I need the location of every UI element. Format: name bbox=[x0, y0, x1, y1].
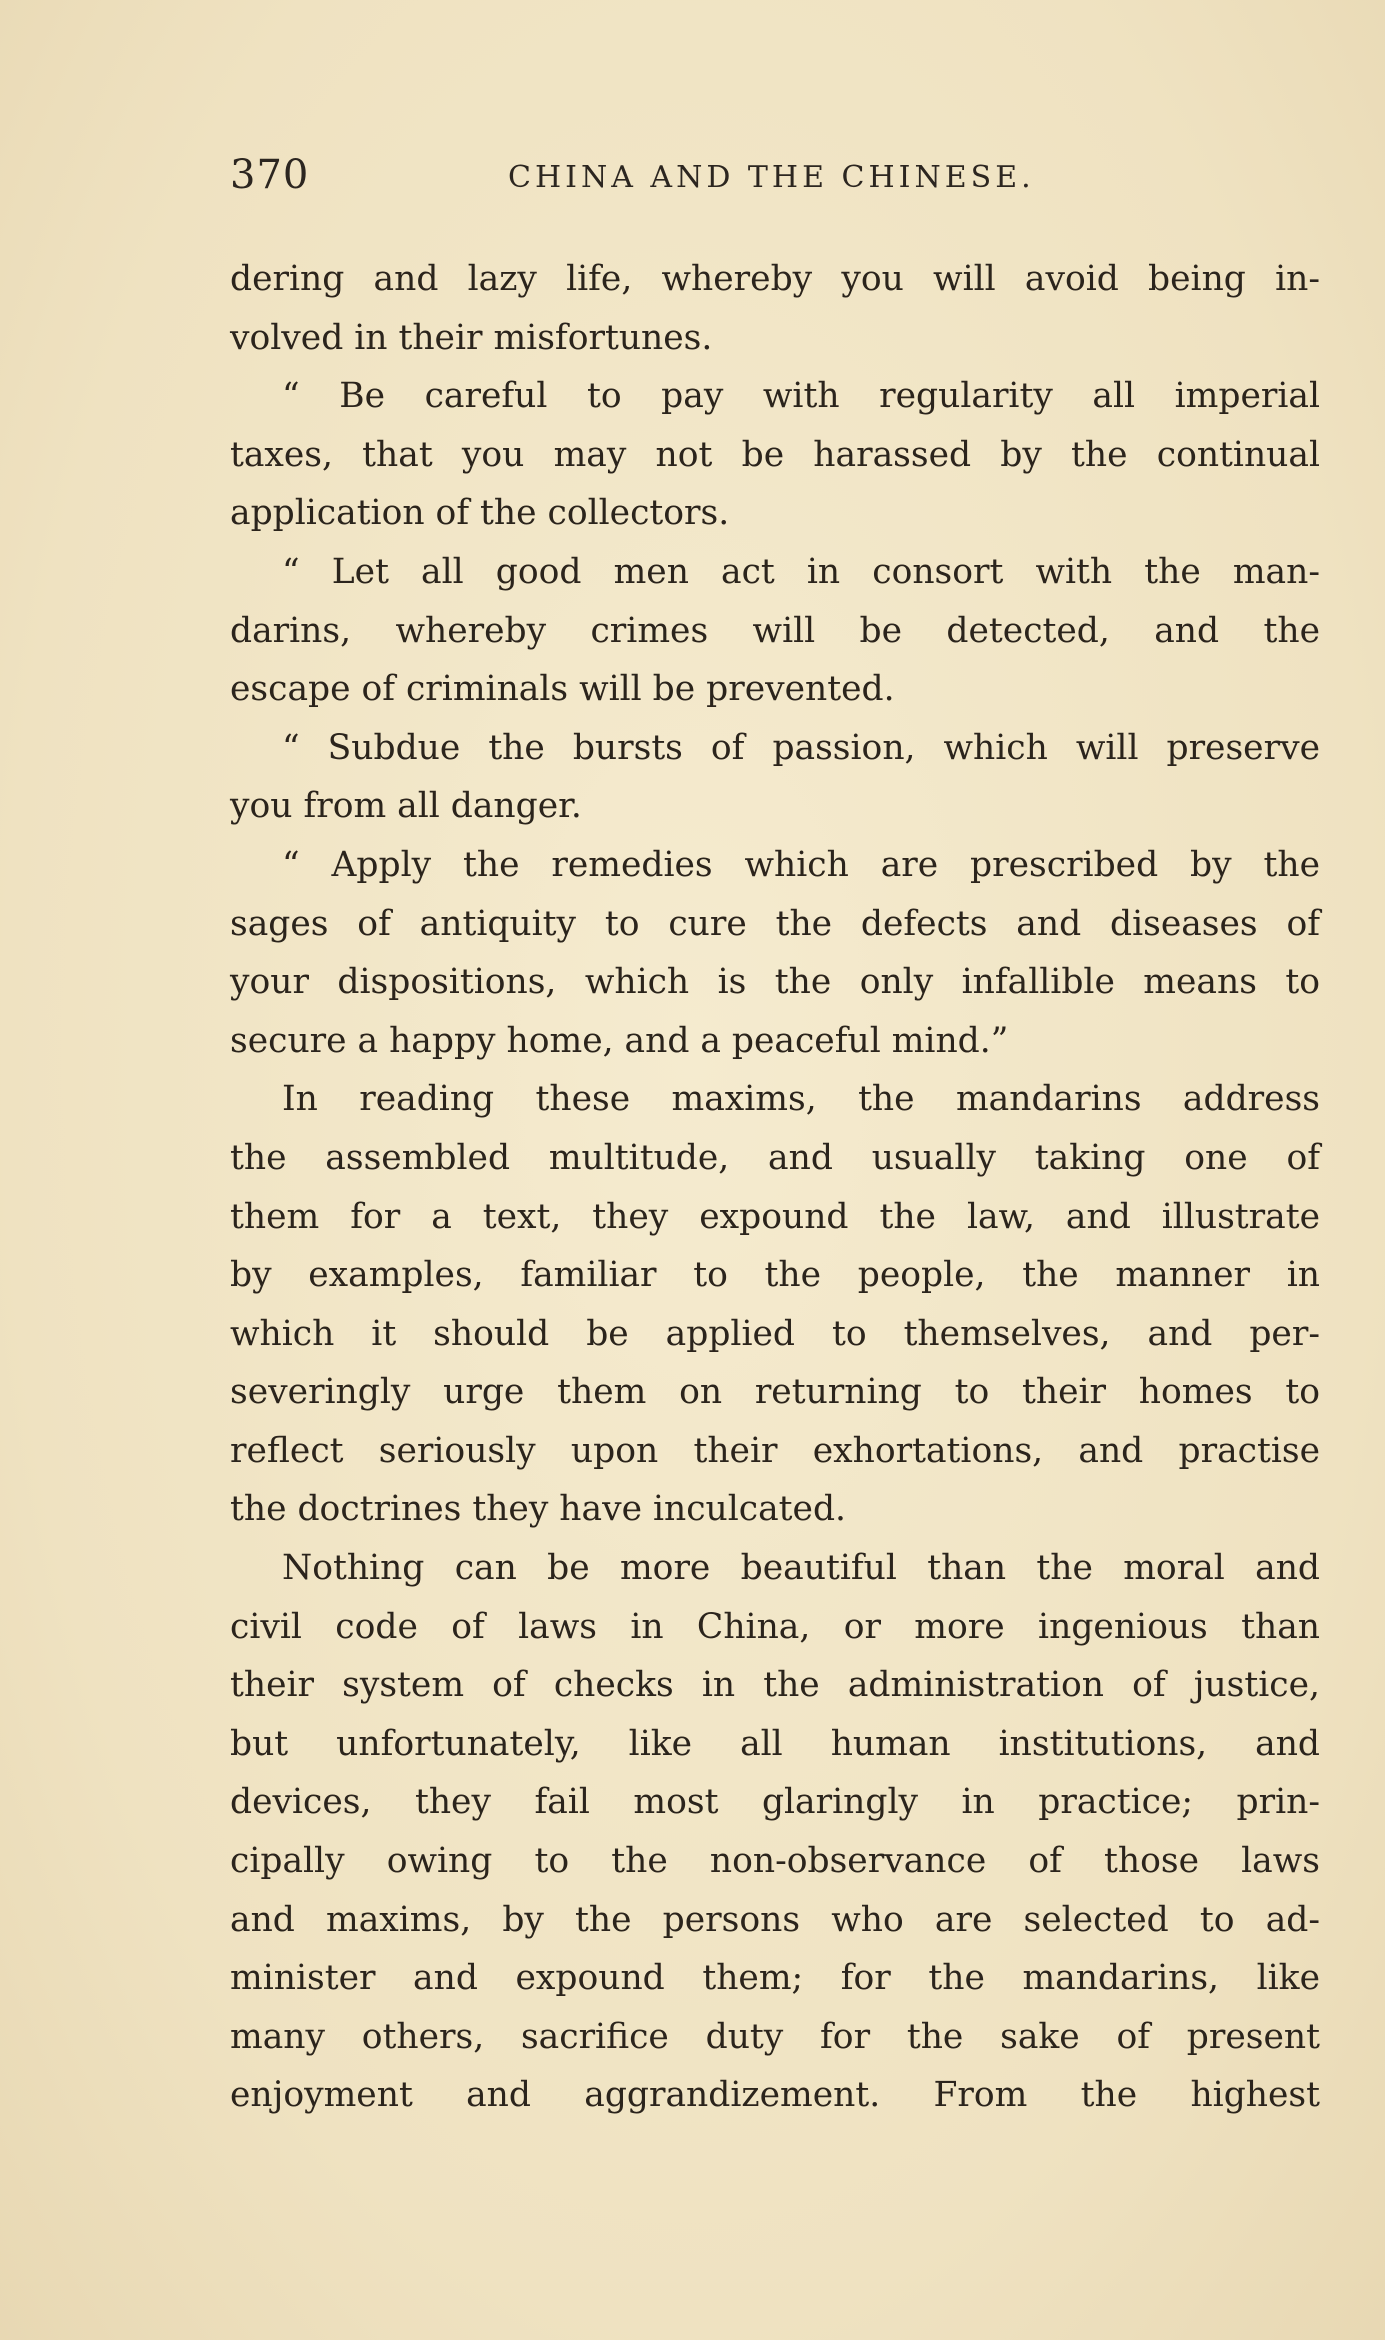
text-line: them for a text, they expound the law, and illustrate bbox=[230, 1196, 1320, 1237]
body-text bbox=[230, 250, 1320, 2125]
text-line: their system of checks in the administration of justice, bbox=[230, 1665, 1320, 1706]
text-line: the doctrines they have inculcated. bbox=[230, 1489, 847, 1530]
text-line: your dispositions, which is the only infallible means to bbox=[230, 962, 1320, 1003]
text-line: but unfortunately, like all human institutions, and bbox=[230, 1723, 1320, 1764]
text-line: “ Apply the remedies which are prescribed by the bbox=[282, 844, 1320, 885]
text-line: dering and lazy life, whereby you will avoid being in- bbox=[230, 259, 1320, 299]
text-line: darins, whereby crimes will be detected, and the bbox=[230, 610, 1320, 651]
text-line: “ Subdue the bursts of passion, which will preserve bbox=[282, 727, 1320, 768]
text-line: escape of criminals will be prevented. bbox=[230, 669, 895, 710]
text-line: which it should be applied to themselves, and per- bbox=[230, 1313, 1320, 1354]
page-number: 370 bbox=[230, 152, 310, 198]
text-line: the assembled multitude, and usually taking one of bbox=[230, 1137, 1320, 1178]
text-line: volved in their misfortunes. bbox=[230, 317, 713, 358]
text-line: application of the collectors. bbox=[230, 493, 730, 534]
text-line: reflect seriously upon their exhortations, and practise bbox=[230, 1430, 1320, 1471]
text-line: by examples, familiar to the people, the manner in bbox=[230, 1255, 1320, 1296]
text-line: “ Let all good men act in consort with the man- bbox=[282, 551, 1320, 592]
text-line: Nothing can be more beautiful than the moral and bbox=[282, 1548, 1320, 1589]
page-header bbox=[230, 152, 1320, 202]
text-line: secure a happy home, and a peaceful mind.” bbox=[230, 1020, 1009, 1061]
text-line: enjoyment and aggrandizement. From the highest bbox=[230, 2075, 1320, 2116]
text-line: civil code of laws in China, or more ingenious than bbox=[230, 1606, 1320, 1647]
running-head: CHINA AND THE CHINESE. bbox=[508, 160, 1035, 195]
text-line: In reading these maxims, the mandarins address bbox=[282, 1079, 1320, 1120]
text-line: minister and expound them; for the mandarins, like bbox=[230, 1958, 1320, 1999]
text-line: taxes, that you may not be harassed by the continual bbox=[230, 434, 1320, 475]
text-line: sages of antiquity to cure the defects and diseases of bbox=[230, 903, 1320, 944]
text-line: and maxims, by the persons who are selected to ad- bbox=[230, 1899, 1320, 1940]
text-line: many others, sacrifice duty for the sake of present bbox=[230, 2016, 1320, 2057]
text-line: you from all danger. bbox=[230, 786, 582, 827]
text-line: cipally owing to the non-observance of those laws bbox=[230, 1841, 1320, 1882]
text-line: devices, they fail most glaringly in practice; prin- bbox=[230, 1782, 1320, 1823]
text-line: “ Be careful to pay with regularity all imperial bbox=[282, 376, 1320, 417]
text-line: severingly urge them on returning to their homes to bbox=[230, 1372, 1320, 1413]
